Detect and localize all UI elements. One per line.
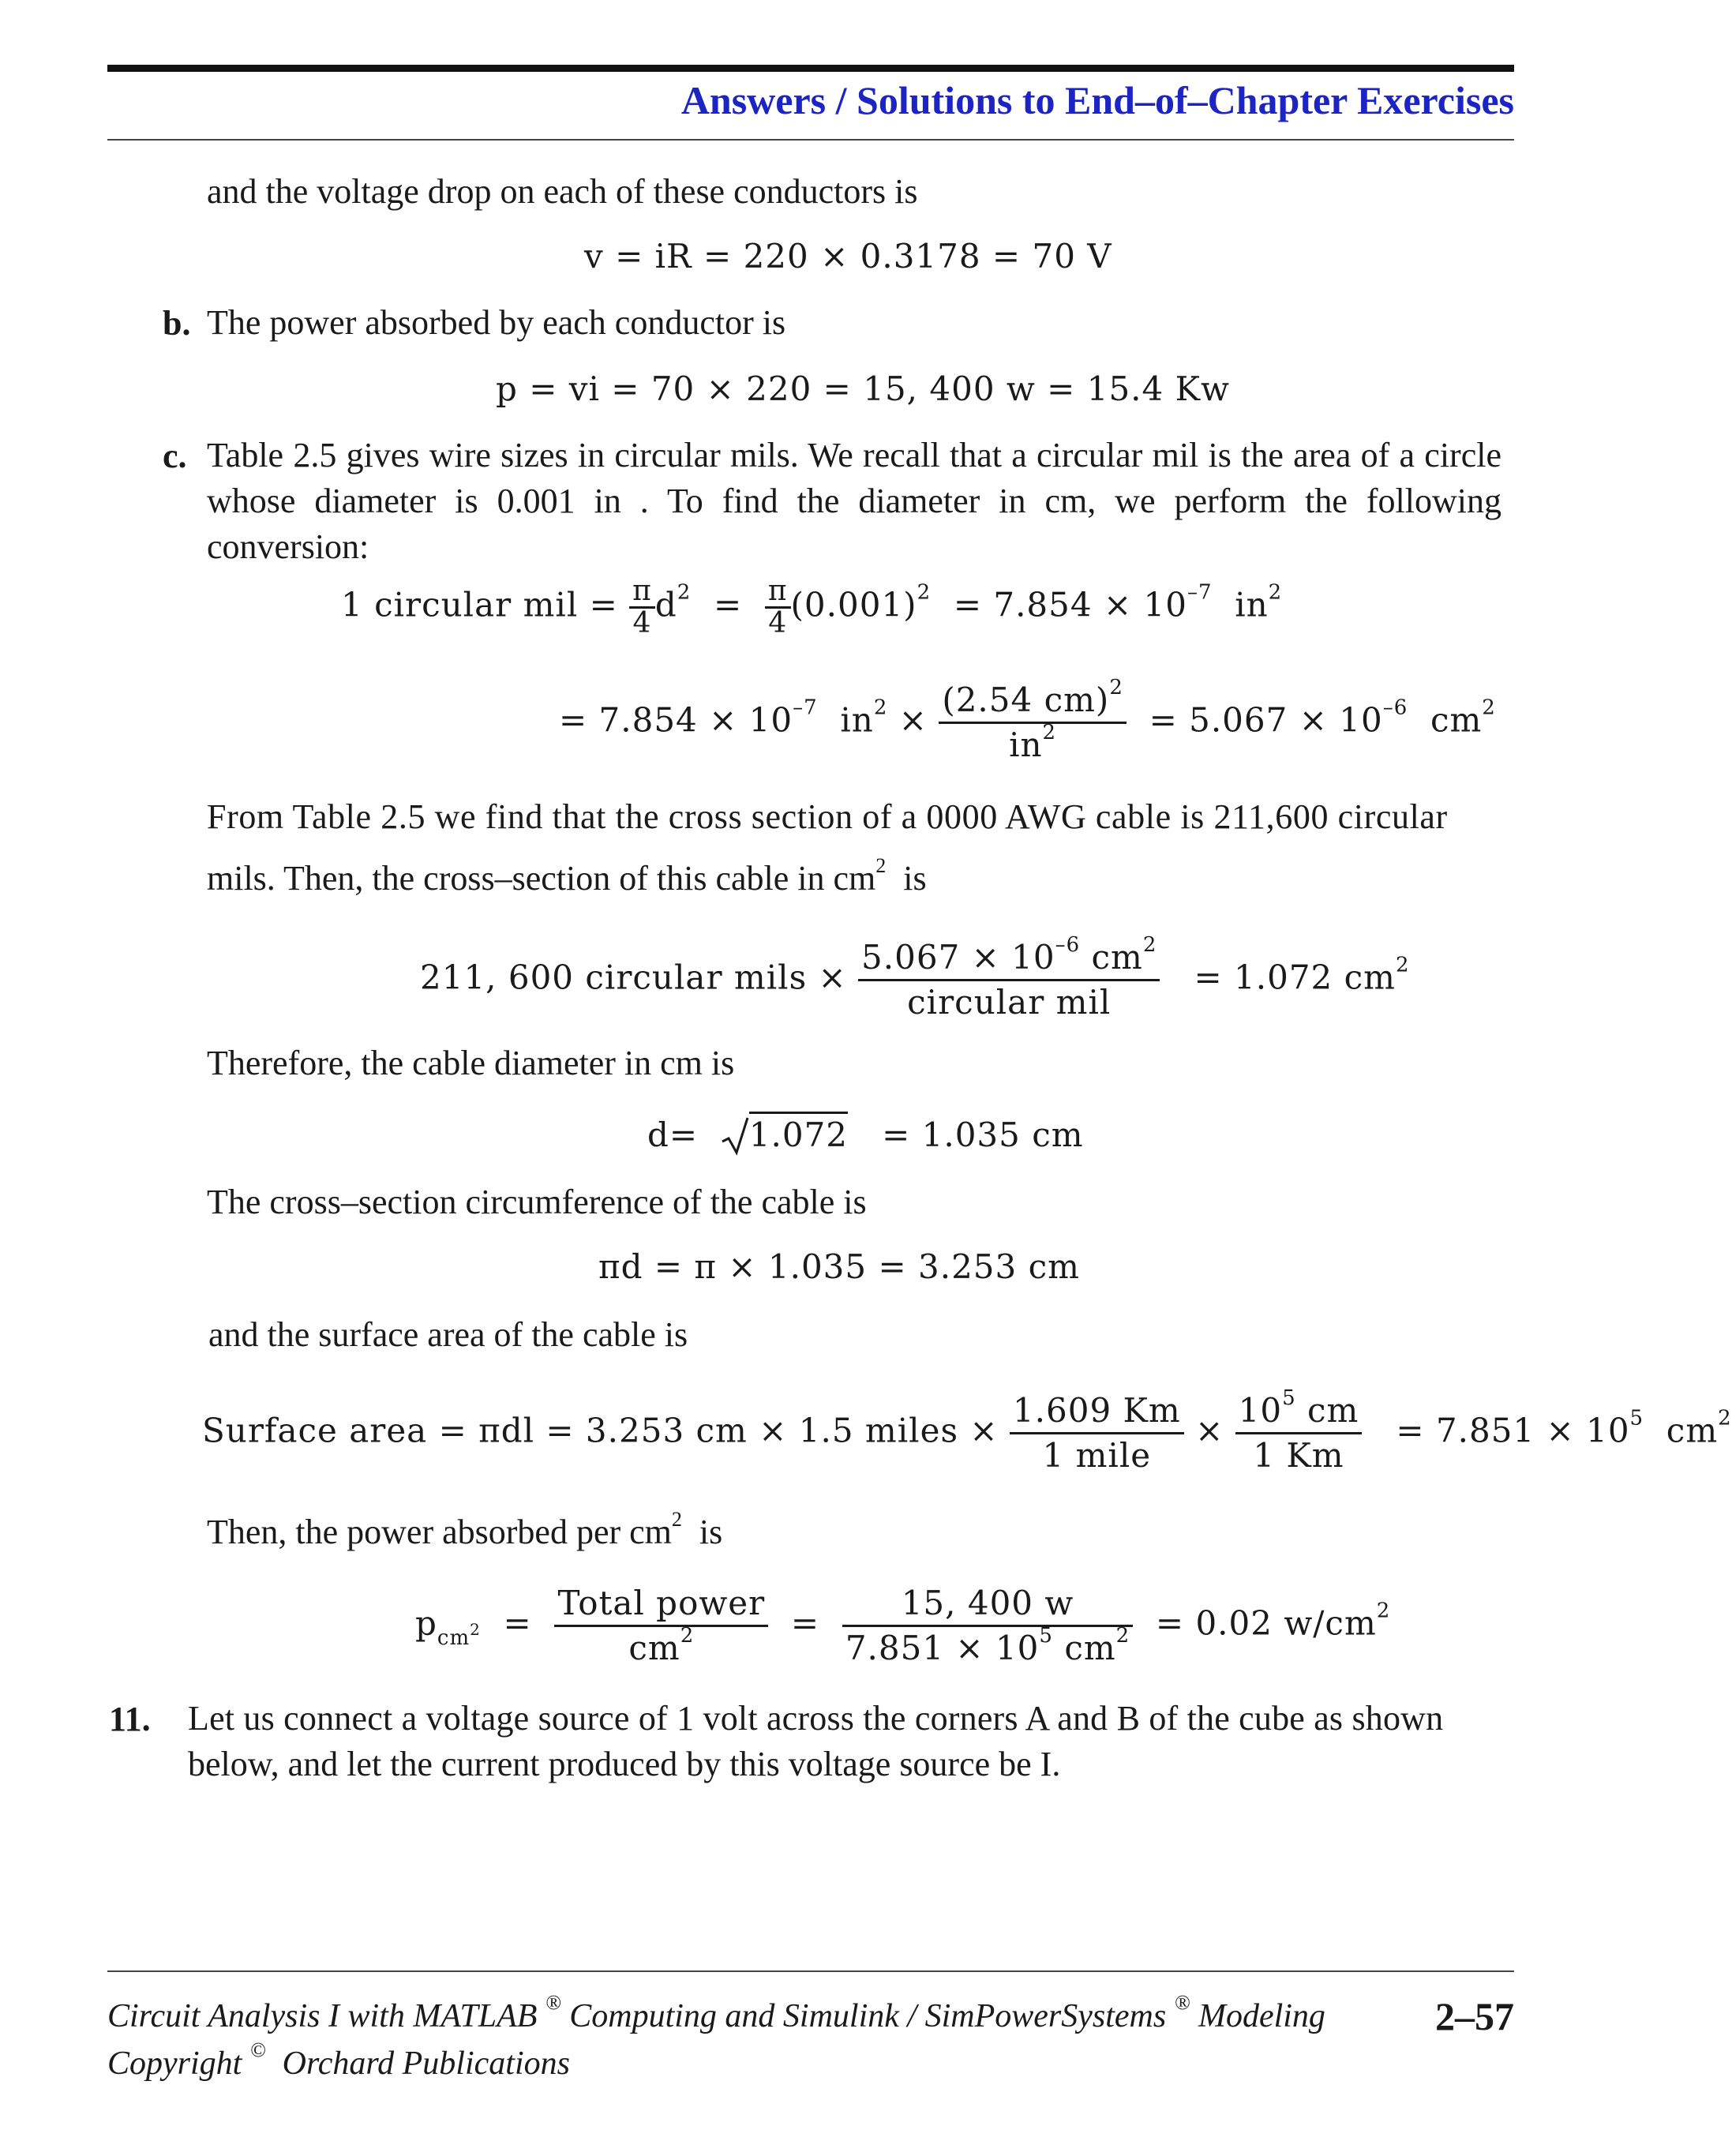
paragraph-circular-mil: Table 2.5 gives wire sizes in circular mils. We recall that a circular mil is the area of a circle whose diameter is 0.001 in . To find the diameter in cm, we perform the following conversion: [207, 436, 1501, 566]
item-label-11: 11. [109, 1700, 151, 1738]
paragraph-exercise-11-line2: below, and let the current produced by this voltage source be I. [188, 1745, 1061, 1783]
equation-circumference: πd = π × 1.035 = 3.253 cm [598, 1247, 1080, 1286]
equation-circular-mil: 1 circular mil = $\frac{\pi}{4}$ $d^2$ = $\frac{\pi}{4}$ $(0.001)^2 = 7.854 \times 10^{-7}$ $in^2$ [341, 575, 1283, 639]
header-rule-top [107, 65, 1514, 72]
paragraph-cable-diameter: Therefore, the cable diameter in cm is [207, 1044, 735, 1082]
equation-cm-conversion: = $7.854 \times 10^{-7}$ $in^2$ × $\frac{(2.54 cm)^2}{in^2}$ = $5.067 \times 10^{-6}$ $cm^2$ [559, 676, 1496, 764]
equation-surface-area: Surface area = πdl = 3.253 cm × 1.5 miles × $\frac{1.609 Km}{\text{1 mile}}$ × $\frac{10^5 cm}{1 Km}$ = $7.851 \times 10^5$ $cm^2$ [202, 1386, 1732, 1475]
paragraph-surface-area: and the surface area of the cable is [208, 1315, 688, 1354]
equation-voltage: v = iR = 220 × 0.3178 = 70 V [584, 237, 1112, 276]
paragraph-voltage-drop: and the voltage drop on each of these conductors is [207, 172, 918, 211]
footer-rule [107, 1970, 1514, 1972]
equation-diameter: d= 1.072 = 1.035 cm [647, 1115, 1084, 1156]
paragraph-cross-section: mils. Then, the cross–section of this cable in $cm^2$ is [207, 854, 927, 898]
running-header: Answers / Solutions to End–of–Chapter Exercises [680, 78, 1514, 122]
paragraph-power: The power absorbed by each conductor is [207, 303, 786, 342]
equation-cable-area: 211, 600 circular mils × $\frac{5.067 \times 10^{-6} cm^2}{\text{circular mil}}$ = 1.072 $cm^2$ [420, 933, 1410, 1022]
footer-copyright: Copyright © Orchard Publications [107, 2038, 570, 2082]
paragraph-circumference: The cross–section circumference of the cable is [207, 1183, 867, 1221]
equation-power: p = vi = 70 × 220 = 15, 400 w = 15.4 Kw [496, 369, 1230, 408]
item-label-c: c. [163, 437, 187, 475]
footer-book-title: Circuit Analysis I with MATLAB ® Computing and Simulink / SimPowerSystems ® Modeling [107, 1991, 1325, 2034]
page-number: 2–57 [1435, 1994, 1514, 2038]
paragraph-exercise-11-line1: Let us connect a voltage source of 1 volt across the corners A and B of the cube as shown [188, 1699, 1444, 1738]
item-label-b: b. [163, 304, 191, 343]
paragraph-power-per-cm2: Then, the power absorbed per $cm^2$ is [207, 1508, 723, 1551]
sqrt-icon [721, 1115, 749, 1156]
equation-power-density: $p_{cm^2}$ = $\frac{\text{Total power}}{cm^2}$ = $\frac{15, 400 w}{7.851 \times 10^5 cm^2}$ = 0.02 $w/cm^2$ [415, 1584, 1391, 1667]
paragraph-awg-cable: From Table 2.5 we find that the cross section of a 0000 AWG cable is 211,600 circular [207, 797, 1448, 836]
header-rule-bottom [107, 139, 1514, 141]
